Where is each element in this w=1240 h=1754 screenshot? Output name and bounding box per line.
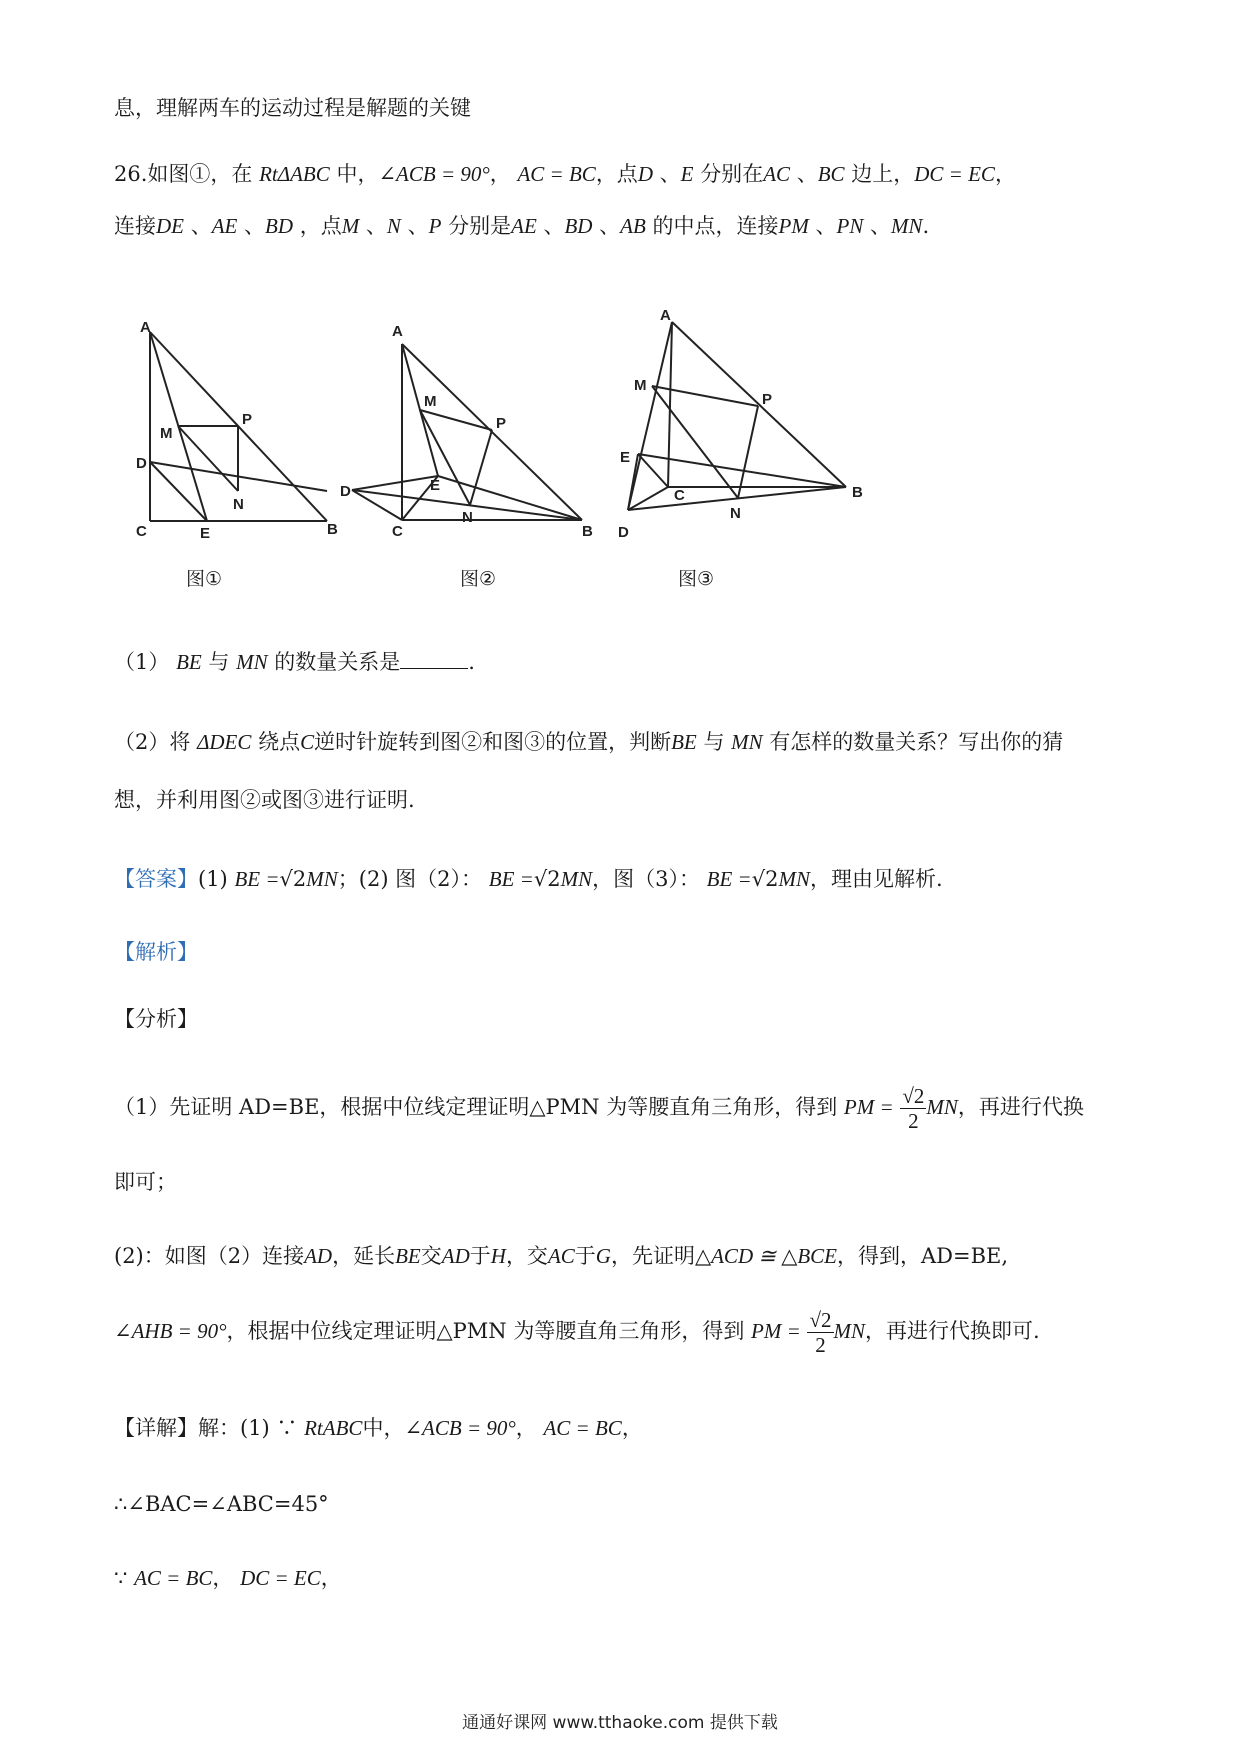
solution-line-3: [114, 1564, 342, 1592]
text: 、: [407, 214, 429, 238]
text: ，图（3）：: [592, 867, 700, 891]
math: AE: [511, 214, 537, 238]
math: BC: [817, 162, 845, 186]
fig1-label-D: D: [136, 455, 147, 472]
text: ，: [320, 1566, 342, 1590]
math: ΔABC: [277, 162, 330, 186]
figure-1-caption: 图①: [186, 568, 223, 590]
math: MN: [731, 730, 763, 754]
numerator: √2: [809, 1308, 832, 1332]
text: ，点: [595, 162, 638, 186]
text: 分别是: [448, 214, 512, 238]
math: PM =: [751, 1319, 801, 1343]
text: ；(2) 图（2）：: [337, 867, 483, 891]
math: M: [341, 214, 360, 238]
math: C: [300, 730, 315, 754]
part-1: [114, 648, 475, 676]
math: MN: [778, 867, 810, 891]
text: ，再进行代换: [957, 1095, 1084, 1119]
figure-3: [600, 300, 870, 550]
math: MN: [833, 1319, 865, 1343]
text: ，先证明: [610, 1244, 695, 1268]
fig2-label-E: E: [430, 477, 441, 494]
numerator: √2: [902, 1084, 925, 1108]
text: 逆时针旋转到图②和图③的位置，判断: [314, 730, 672, 754]
fig3-label-B: B: [852, 484, 863, 501]
text: 的数量关系是: [274, 650, 401, 674]
text: 、: [796, 162, 818, 186]
math: MN: [560, 867, 593, 891]
fig3-label-P: P: [762, 391, 773, 408]
math: BE =: [234, 867, 280, 891]
question-number: 26.: [114, 162, 148, 186]
math: Rt: [259, 162, 278, 186]
math: ABC: [322, 1416, 363, 1440]
math: MN: [891, 214, 923, 238]
text: 、: [599, 214, 621, 238]
math: AC = BC: [543, 1416, 622, 1440]
math: BD: [265, 214, 294, 238]
text: 、: [543, 214, 565, 238]
math: AC: [763, 162, 791, 186]
math: AB: [620, 214, 646, 238]
text: 、: [815, 214, 837, 238]
math: MN: [236, 650, 268, 674]
text: 息，理解两车的运动过程是解题的关键: [114, 96, 471, 120]
text: (1): [198, 867, 228, 891]
math: BE =: [488, 867, 534, 891]
fig3-label-D: D: [618, 524, 629, 541]
math: DC = EC: [240, 1566, 321, 1590]
math: AD: [441, 1244, 470, 1268]
text: （1）: [114, 650, 170, 674]
math: AC: [547, 1244, 575, 1268]
page-footer: 通通好课网 www.tthaoke.com 提供下载: [462, 1713, 778, 1733]
answer-line: [114, 865, 943, 893]
figure-3-caption: 图③: [678, 568, 715, 590]
math: ∠ACB = 90°: [404, 1416, 516, 1440]
math: BE: [671, 730, 697, 754]
math: BE =: [706, 867, 752, 891]
text: 与: [208, 650, 230, 674]
text: ，: [489, 162, 511, 186]
fig2-label-P: P: [496, 415, 507, 432]
denominator: 2: [908, 1109, 919, 1133]
math: ΔDEC: [197, 730, 252, 754]
question-line-1: [114, 160, 1016, 188]
fig1-label-P: P: [242, 411, 253, 428]
text: 中，: [336, 162, 379, 186]
math: BE: [395, 1244, 421, 1268]
math: P: [428, 214, 442, 238]
math: MN: [926, 1095, 958, 1119]
text: 、: [870, 214, 892, 238]
math: MN: [306, 867, 338, 891]
fig2-label-D: D: [340, 483, 351, 500]
part-2: [114, 728, 1063, 756]
math: ∠ACB = 90°: [378, 162, 490, 186]
fig2-label-A: A: [392, 323, 403, 340]
analysis-2-cont: [114, 1306, 1040, 1357]
answer-tag: 【答案】: [114, 867, 198, 891]
text: .: [922, 214, 930, 238]
fenxi-tag: 【分析】: [114, 1007, 198, 1031]
fig2-label-B: B: [582, 523, 593, 540]
math: N: [386, 214, 401, 238]
text: 分别在: [700, 162, 764, 186]
text: 、: [659, 162, 681, 186]
math: H: [490, 1244, 506, 1268]
math: △ACD ≅ △BCE: [694, 1244, 838, 1268]
text: 的中点，连接: [652, 214, 779, 238]
figure-1: [130, 318, 340, 540]
text: ，: [212, 1566, 234, 1590]
text: ，: [994, 162, 1016, 186]
fig1-label-B: B: [327, 521, 338, 538]
text: ，: [621, 1416, 643, 1440]
text: 绕点: [258, 730, 301, 754]
text: ，理由见解析.: [809, 867, 943, 891]
fig1-label-E: E: [200, 525, 211, 542]
fraction: [900, 1084, 926, 1133]
solution-line-1: [114, 1414, 643, 1442]
text: 连接: [114, 214, 156, 238]
text: 中，: [362, 1416, 405, 1440]
text: 于: [469, 1244, 491, 1268]
fig3-label-C: C: [674, 487, 685, 504]
math: √2: [751, 867, 779, 891]
math: DC = EC: [914, 162, 995, 186]
math: Rt: [304, 1416, 323, 1440]
text: ，延长: [332, 1244, 396, 1268]
question-line-2: [114, 212, 929, 240]
math: ∠AHB = 90°: [114, 1319, 227, 1343]
text: .: [468, 650, 475, 674]
math: PM =: [843, 1095, 894, 1119]
solution-line-2: ∴∠BAC=∠ABC=45°: [114, 1492, 329, 1516]
math: G: [595, 1244, 611, 1268]
fig2-label-N: N: [462, 509, 473, 526]
text: （1）先证明 AD=BE，根据中位线定理证明△PMN 为等腰直角三角形，得到: [114, 1095, 838, 1119]
math: E: [680, 162, 694, 186]
text: 、: [365, 214, 387, 238]
text: 边上，: [851, 162, 915, 186]
text: 与: [703, 730, 725, 754]
text: ∵: [114, 1566, 128, 1590]
text: ，根据中位线定理证明△PMN 为等腰直角三角形，得到: [226, 1319, 745, 1343]
math: √2: [533, 867, 561, 891]
fig1-label-C: C: [136, 523, 147, 540]
analysis-2: [114, 1242, 1008, 1270]
figure-2-caption: 图②: [460, 568, 497, 590]
math: BE: [176, 650, 202, 674]
text: （2）将: [114, 730, 191, 754]
math: AC = BC: [517, 162, 596, 186]
fig3-label-N: N: [730, 505, 741, 522]
text: 交: [420, 1244, 442, 1268]
math: DE: [156, 214, 184, 238]
analysis-tag: 【解析】: [114, 940, 198, 964]
analysis-1-cont: 即可；: [114, 1170, 177, 1194]
answer-blank: [400, 650, 468, 669]
math: BD: [564, 214, 593, 238]
text: ，交: [505, 1244, 548, 1268]
text: 、: [190, 214, 212, 238]
text: ，点: [299, 214, 342, 238]
text: 、: [244, 214, 266, 238]
math: D: [637, 162, 653, 186]
fig2-label-C: C: [392, 523, 403, 540]
text: 想，并利用图②或图③进行证明.: [114, 788, 415, 812]
fraction: [807, 1308, 833, 1357]
text: ，再进行代换即可.: [865, 1319, 1040, 1343]
solution-tag: 【详解】解：(1) ∵: [114, 1416, 298, 1440]
denominator: 2: [815, 1333, 826, 1357]
math: AE: [211, 214, 238, 238]
fig3-label-M: M: [634, 377, 647, 394]
fig2-label-M: M: [424, 393, 437, 410]
fig3-label-A: A: [660, 307, 671, 324]
math: √2: [279, 867, 307, 891]
figure-2: [340, 318, 593, 540]
math: AD: [304, 1244, 333, 1268]
fig1-label-A: A: [140, 319, 151, 336]
math: PN: [836, 214, 864, 238]
part-2-cont: [114, 786, 415, 814]
text: 有怎样的数量关系？写出你的猜: [769, 730, 1064, 754]
text: ，: [515, 1416, 537, 1440]
text: ，得到，AD=BE,: [837, 1244, 1009, 1268]
analysis-1: [114, 1082, 1084, 1133]
text: (2)：如图（2）连接: [114, 1244, 305, 1268]
text: 于: [574, 1244, 596, 1268]
text: 如图①，在: [147, 162, 253, 186]
math: PM: [778, 214, 809, 238]
fig1-label-N: N: [233, 496, 244, 513]
math: AC = BC: [134, 1566, 213, 1590]
fig1-label-M: M: [160, 425, 173, 442]
fig3-label-E: E: [620, 449, 631, 466]
text-line: [114, 94, 471, 122]
